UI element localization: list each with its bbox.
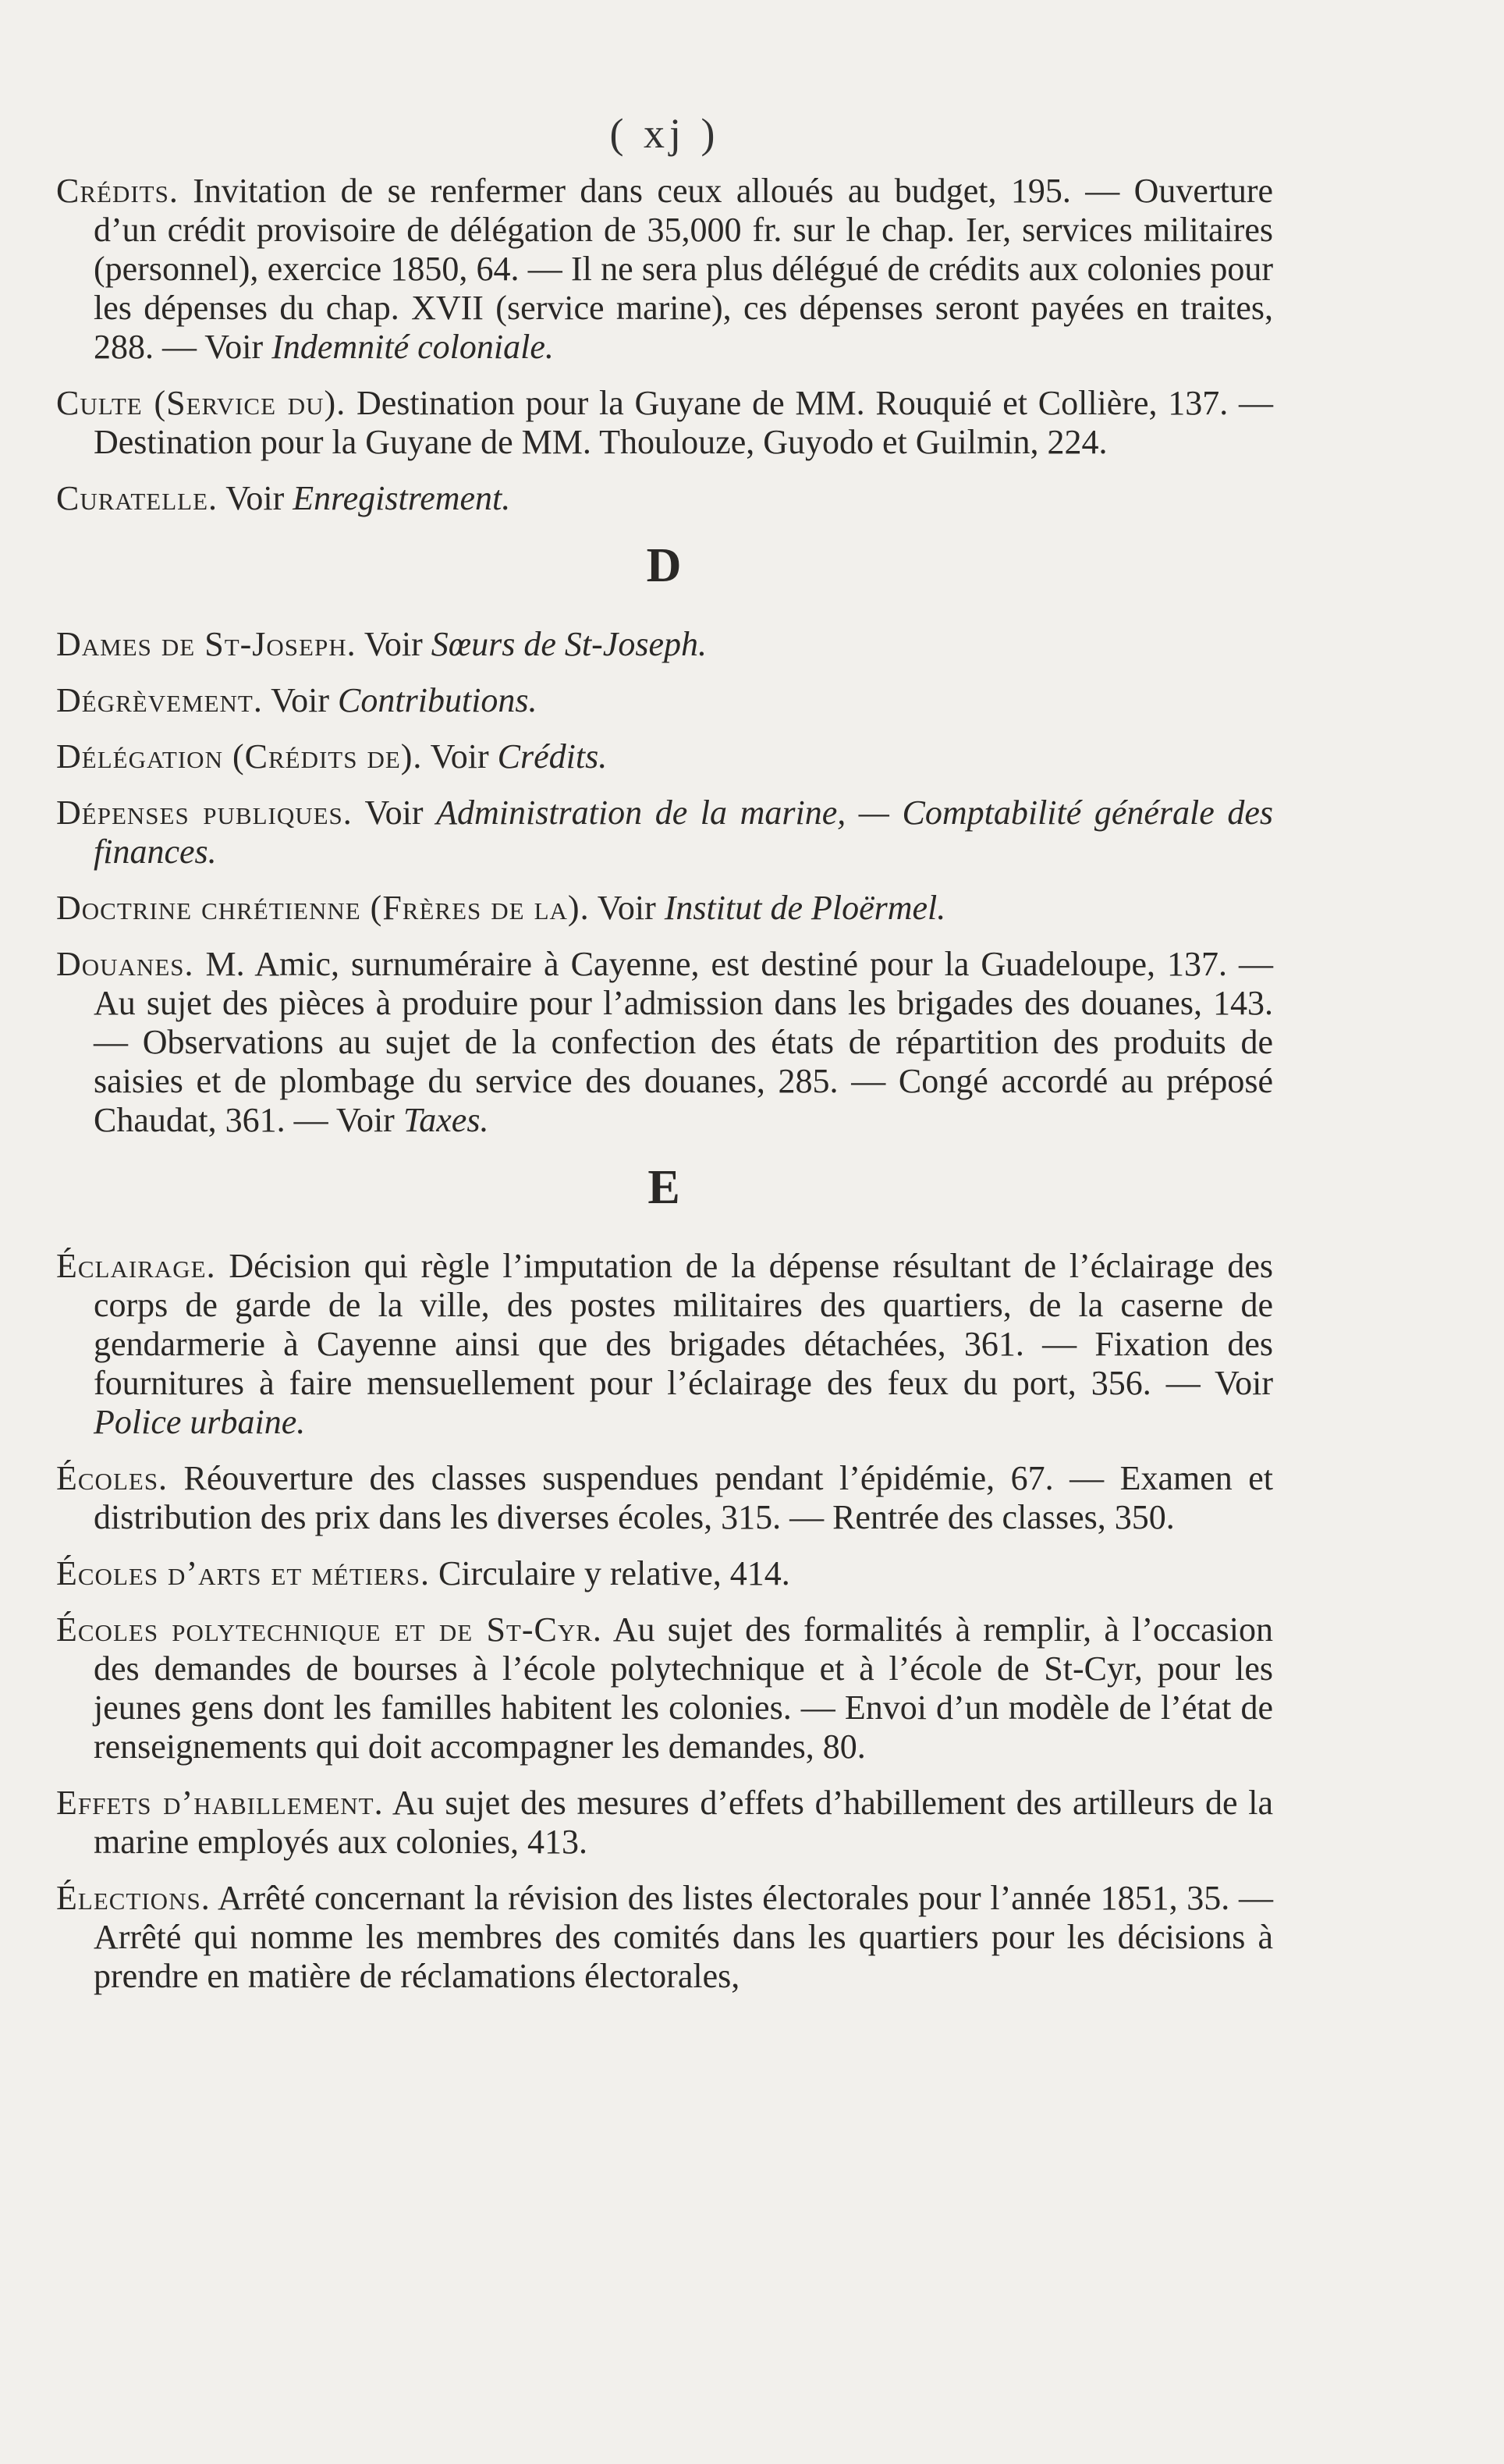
entry-text: Voir bbox=[356, 625, 431, 663]
index-entry bbox=[56, 172, 1273, 367]
index-entry bbox=[56, 625, 1273, 664]
entry-text: Voir bbox=[262, 681, 339, 719]
index-entry bbox=[56, 1459, 1273, 1537]
entry-headword: Culte (Service du). bbox=[56, 384, 346, 422]
entry-cross-reference: Contributions. bbox=[338, 681, 537, 719]
entry-headword: Dépenses publiques. bbox=[56, 794, 353, 832]
index-entry bbox=[56, 737, 1273, 776]
page-folio: ( xj ) bbox=[609, 110, 720, 157]
entry-text: Invitation de se renfermer dans ceux alloués au budget, 195. — Ouverture d’un crédit provisoire de délégation de 35,000 fr. sur le chap. Ier, services militaires (personnel), exercice 1850, 64. — Il ne sera plus délégué de crédits aux colonies pour les dépenses du chap. XVII (service marine), ces dépenses seront payées en traites, 288. — Voir bbox=[94, 172, 1273, 366]
index-entry bbox=[56, 1610, 1273, 1766]
index-entries-e bbox=[56, 1247, 1273, 1996]
section-letter-e: E bbox=[647, 1161, 682, 1214]
index-entry bbox=[56, 479, 1273, 518]
index-entry bbox=[56, 889, 1273, 928]
index-entry bbox=[56, 681, 1273, 720]
entry-cross-reference: Taxes. bbox=[403, 1101, 489, 1139]
index-page bbox=[56, 109, 1273, 2013]
entry-headword: Douanes. bbox=[56, 945, 194, 983]
entry-headword: Délégation (Crédits de). bbox=[56, 737, 423, 776]
index-entry bbox=[56, 1554, 1273, 1593]
entry-cross-reference: Crédits. bbox=[497, 737, 608, 776]
entry-headword: Crédits. bbox=[56, 172, 179, 210]
entry-text: Voir bbox=[352, 794, 437, 832]
entry-text: Circulaire y relative, 414. bbox=[429, 1554, 790, 1592]
index-entry bbox=[56, 945, 1273, 1140]
entry-headword: Effets d’habillement. bbox=[56, 1784, 384, 1822]
index-entry bbox=[56, 384, 1273, 462]
entry-cross-reference: Enregistrement. bbox=[293, 479, 511, 517]
entry-text: Au sujet des mesures d’effets d’habillement des artilleurs de la marine employés aux colonies, 413. bbox=[94, 1784, 1273, 1861]
entry-text: Voir bbox=[589, 889, 665, 927]
entry-headword: Écoles. bbox=[56, 1459, 168, 1497]
entry-text: Voir bbox=[218, 479, 293, 517]
index-entries-c bbox=[56, 172, 1273, 518]
index-entry bbox=[56, 1879, 1273, 1996]
entry-headword: Dames de St-Joseph. bbox=[56, 625, 356, 663]
entry-headword: Doctrine chrétienne (Frères de la). bbox=[56, 889, 590, 927]
entry-cross-reference: Institut de Ploërmel. bbox=[664, 889, 946, 927]
entry-text: Réouverture des classes suspendues pendant l’épidémie, 67. — Examen et distribution des prix dans les diverses écoles, 315. — Rentrée des classes, 350. bbox=[94, 1459, 1273, 1536]
index-entry bbox=[56, 1784, 1273, 1862]
index-entry bbox=[56, 794, 1273, 872]
entry-headword: Éclairage. bbox=[56, 1247, 216, 1285]
entry-text: Voir bbox=[422, 737, 498, 776]
entry-headword: Dégrèvement. bbox=[56, 681, 263, 719]
entry-text: Au sujet des formalités à remplir, à l’occasion des demandes de bourses à l’école polytechnique et à l’école de St-Cyr, pour les jeunes gens dont les familles habitent les colonies. — Envoi d’un modèle de l’état de renseignements qui doit accompagner les demandes, 80. bbox=[94, 1610, 1273, 1766]
entry-text: Arrêté concernant la révision des listes électorales pour l’année 1851, 35. — Arrêté qui nomme les membres des comités dans les quartiers pour les décisions à prendre en matière de réclamations électorales, bbox=[94, 1879, 1273, 1995]
entry-text: Décision qui règle l’imputation de la dépense résultant de l’éclairage des corps de garde de la ville, des postes militaires des quartiers, de la caserne de gendarmerie à Cayenne ainsi que des brigades détachées, 361. — Fixation des fournitures à faire mensuellement pour l’éclairage des feux du port, 356. — Voir bbox=[94, 1247, 1273, 1402]
entry-text: Destination pour la Guyane de MM. Rouquié et Collière, 137. — Destination pour la Guyane de MM. Thoulouze, Guyodo et Guilmin, 224. bbox=[94, 384, 1273, 461]
entry-cross-reference: Administration de la marine, — Comptabilité générale des finances. bbox=[94, 794, 1273, 871]
entry-text: M. Amic, surnuméraire à Cayenne, est destiné pour la Guadeloupe, 137. — Au sujet des pièces à produire pour l’admission dans les brigades des douanes, 143. — Observations au sujet de la confection des états de répartition des produits de saisies et de plombage du service des douanes, 285. — Congé accordé au préposé Chaudat, 361. — Voir bbox=[94, 945, 1273, 1139]
entry-headword: Élections. bbox=[56, 1879, 211, 1917]
index-entry bbox=[56, 1247, 1273, 1442]
entry-cross-reference: Police urbaine. bbox=[94, 1403, 306, 1441]
entry-headword: Écoles polytechnique et de St-Cyr. bbox=[56, 1610, 602, 1649]
index-entries-d bbox=[56, 625, 1273, 1140]
entry-headword: Écoles d’arts et métiers. bbox=[56, 1554, 430, 1592]
section-letter-d: D bbox=[646, 539, 683, 592]
entry-cross-reference: Indemnité coloniale. bbox=[271, 328, 554, 366]
entry-headword: Curatelle. bbox=[56, 479, 218, 517]
entry-cross-reference: Sœurs de St-Joseph. bbox=[431, 625, 707, 663]
